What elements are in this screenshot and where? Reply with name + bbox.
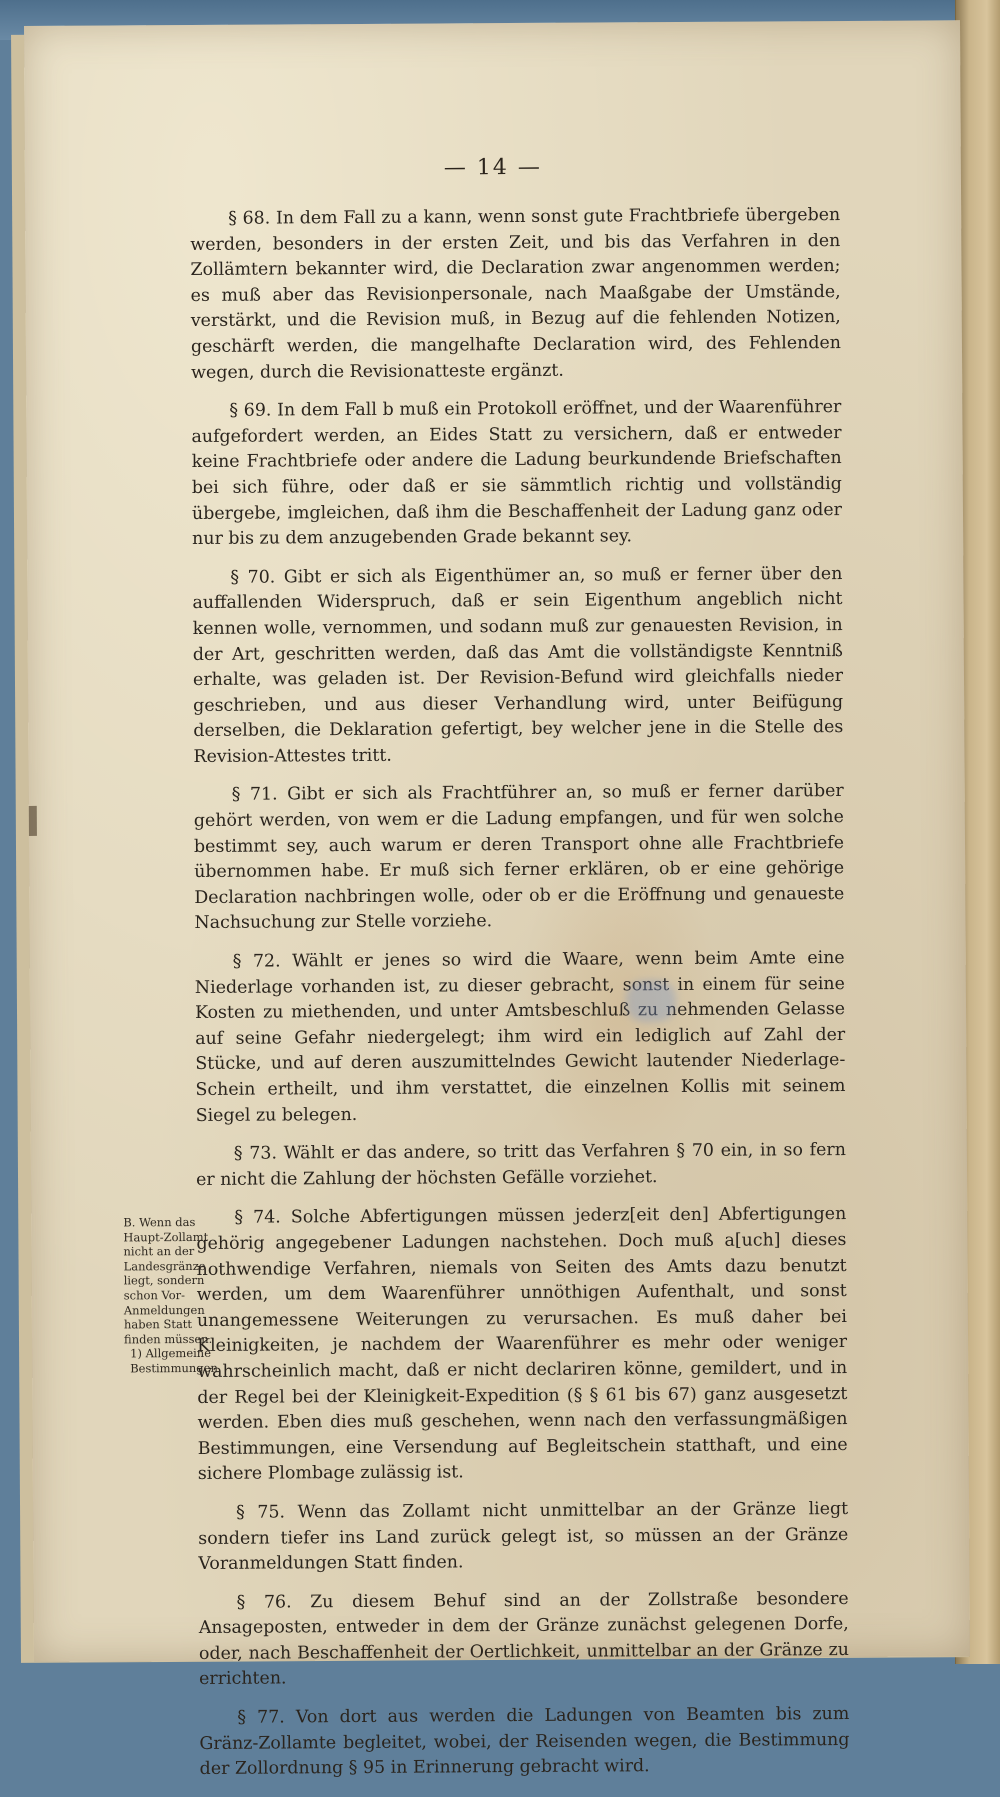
page-number: — 14 — (443, 154, 542, 181)
paragraph-73: § 73. Wählt er das andere, so tritt das Verfahren § 70 ein, in so fern er nicht die Zahlung der höchsten Gefälle vorziehet. (195, 1140, 846, 1190)
paragraph-74: § 74. Solche Abfertigungen müssen jederz[eit den] Abfertigungen gehörig angegebener Ladungen nachstehen. Doch muß a[uch] dieses nothwendige Verfahren, niemals von Seiten des Amts dazu benutzt werden, um dem Waarenführer unnöthigen Aufenthalt, und sonst unangemessene Weiterungen zu verursachen. Es muß daher bei Kleinigkeiten, je nachdem der Waarenführer es mehr oder weniger wahrscheinlich macht, daß er nicht declariren könne, gemildert, und in der Regel bei der Kleinigkeit-Expedition (§ § 61 bis 67) ganz ausgesetzt werden. Eben dies muß geschehen, wenn nach den verfassungmäßigen Bestimmungen, eine Versendung auf Begleitschein statthaft, und eine sichere Plombage zulässig ist. (196, 1204, 848, 1485)
document-page (24, 20, 970, 1780)
paragraph-71: § 71. Gibt er sich als Frachtführer an, so muß er ferner darüber gehört werden, von wem er die Ladung empfangen, und für wen solche bestimmt sey, auch warum er deren Transport ohne alle Frachtbriefe übernommen habe. Er muß sich ferner erklären, ob er eine gehörige Declaration nachbringen wolle, oder ob er die Eröffnung und genaueste Nachsuchung zur Stelle vorziehe. (193, 781, 845, 934)
body-text (190, 203, 850, 1796)
paragraph-69: § 69. In dem Fall b muß ein Protokoll eröffnet, und der Waarenführer aufgefordert werden, an Eides Statt zu versichern, daß er entweder keine Frachtbriefe oder andere die Ladung beurkundende Briefschaften bei sich führe, oder daß er sie sämmtlich richtig und vollständig übergebe, imgleichen, daß ihm die Beschaffenheit der Ladung ganz oder nur bis zu dem anzugebenden Grade bekannt sey. (191, 397, 843, 550)
marginal-note-subheading: 1) Allgemeine Bestimmungen. (130, 1346, 222, 1376)
paragraph-76: § 76. Zu diesem Behuf sind an der Zollstraße besondere Ansageposten, entweder in dem der Gränze zunächst gelegenen Dorfe, oder, nach Beschaffenheit der Oertlichkeit, unmittelbar an der Gränze zu errichten. (198, 1588, 849, 1690)
marginal-note-heading: B. Wenn das Haupt-Zollamt nicht an der Landesgränze liegt, sondern schon Vor-Anmeldungen haben Statt finden müssen. (123, 1214, 213, 1347)
paper-stain (626, 980, 676, 1022)
paragraph-68: § 68. In dem Fall zu a kann, wenn sonst gute Frachtbriefe übergeben werden, besonders in der ersten Zeit, und bis das Verfahren in den Zollämtern bekannter wird, die Declaration zwar angenommen werden; es muß aber das Revisionpersonale, nach Maaßgabe der Umstände, verstärkt, und die Revision muß, in Bezug auf die fehlenden Notizen, geschärft werden, die mangelhafte Declaration wird, des Fehlenden wegen, durch die Revisionatteste ergänzt. (190, 205, 842, 383)
paragraph-70: § 70. Gibt er sich als Eigenthümer an, so muß er ferner über den auffallenden Widerspruch, daß er sein Eigenthum angeblich nicht kennen wolle, vernommen, und sodann muß zur genauesten Revision, in der Art, geschritten werden, daß das Amt die vollständigste Kenntniß erhalte, was geladen ist. Der Revision-Befund wird gleichfalls nieder geschrieben, und aus dieser Verhandlung wird, unter Beifügung derselben, die Deklaration gefertigt, bey welcher jene in die Stelle des Revision-Attestes tritt. (192, 563, 844, 767)
paragraph-72: § 72. Wählt er jenes so wird die Waare, wenn beim Amte eine Niederlage vorhanden ist, zu dieser gebracht, sonst in einem für seine Kosten zu miethenden, und unter Amtsbeschluß zu nehmenden Gelasse auf seine Gefahr niedergelegt; ihm wird ein lediglich auf Zahl der Stücke, und auf deren auszumittelndes Gewicht lautender Niederlage-Schein ertheilt, und ihm verstattet, die einzelnen Kollis mit seinem Siegel zu belegen. (194, 948, 846, 1126)
edge-mark (29, 806, 37, 836)
paragraph-77: § 77. Von dort aus werden die Ladungen von Beamten bis zum Gränz-Zollamte begleitet, wobei, der Reisenden wegen, die Bestimmung der Zollordnung § 95 in Erinnerung gebracht wird. (199, 1704, 850, 1780)
paragraph-75: § 75. Wenn das Zollamt nicht unmittelbar an der Gränze liegt sondern tiefer ins Land zurück gelegt ist, so müssen an der Gränze Voranmeldungen Statt finden. (198, 1498, 849, 1575)
marginal-note (123, 1215, 220, 1376)
